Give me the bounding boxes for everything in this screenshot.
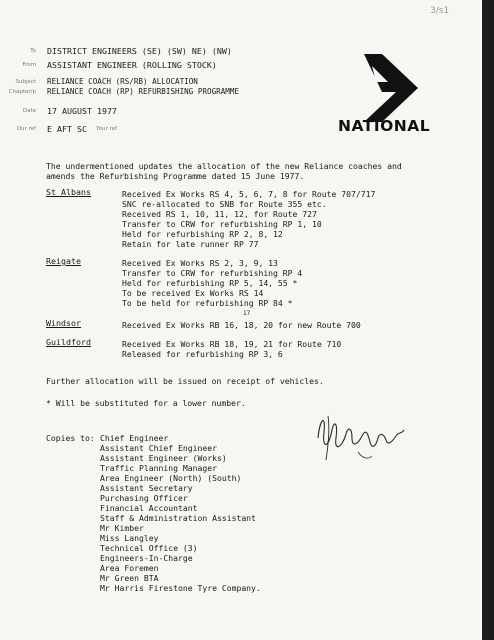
copies-item: Mr Green BTA xyxy=(100,573,159,583)
copies-item: Financial Accountant xyxy=(100,503,198,513)
file-stamp: 3/s1 xyxy=(430,6,450,16)
copies-item: Engineers-In-Charge xyxy=(100,553,193,563)
our-ref-label: Our ref xyxy=(16,126,36,132)
subject-label: Subject xyxy=(15,79,36,85)
copies-item: Traffic Planning Manager xyxy=(100,463,217,473)
copies-item: Chief Engineer xyxy=(100,433,169,443)
reigate-line: Received Ex Works RS 2, 3, 9, 13 xyxy=(122,258,278,268)
reigate-line: Transfer to CRW for refurbishing RP 4 xyxy=(122,268,303,278)
windsor-label: Windsor xyxy=(46,318,81,328)
copies-label: Copies to: xyxy=(46,433,95,443)
copies-item: Mr Harris Firestone Tyre Company. xyxy=(100,583,261,593)
windsor-line: Received Ex Works RB 16, 18, 20 for new Route 700 xyxy=(122,320,361,330)
to-value: DISTRICT ENGINEERS (SE) (SW) NE) (NW) xyxy=(47,46,232,56)
your-ref-label: Your ref xyxy=(96,126,117,132)
handwritten-signature xyxy=(312,408,408,464)
copies-item: Purchasing Officer xyxy=(100,493,188,503)
copies-item: Assistant Engineer (Works) xyxy=(100,453,227,463)
reigate-line: Held for refurbishing RP 5, 14, 55 * xyxy=(122,278,298,288)
intro-line-2: amends the Refurbishing Programme dated 15 June 1977. xyxy=(46,171,305,181)
st-albans-line: Held for refurbishing RP 2, 8, 12 xyxy=(122,229,283,239)
to-label: To xyxy=(30,48,36,54)
guildford-line: Received Ex Works RB 18, 19, 21 for Route 710 xyxy=(122,339,342,349)
from-label: From xyxy=(22,62,36,68)
from-value: ASSISTANT ENGINEER (ROLLING STOCK) xyxy=(47,60,217,70)
st-albans-label: St Albans xyxy=(46,187,91,197)
copies-item: Staff & Administration Assistant xyxy=(100,513,256,523)
copies-item: Miss Langley xyxy=(100,533,159,543)
copies-item: Technical Office (3) xyxy=(100,543,198,553)
our-ref-value: E AFT SC xyxy=(47,124,87,134)
copies-item: Mr Kimber xyxy=(100,523,144,533)
st-albans-line: Received RS 1, 10, 11, 12, for Route 727 xyxy=(122,209,317,219)
date-value: 17 AUGUST 1977 xyxy=(47,106,117,116)
copies-item: Area Engineer (North) (South) xyxy=(100,473,242,483)
further-allocation-note: Further allocation will be issued on receipt of vehicles. xyxy=(46,376,324,386)
copies-item: Area Foremen xyxy=(100,563,159,573)
intro-line-1: The undermentioned updates the allocation of the new Reliance coaches and xyxy=(46,161,402,171)
reigate-line: To be held for refurbishing RP 84 * xyxy=(122,298,293,308)
windsor-handwritten-insert: 17 xyxy=(243,310,251,317)
date-label: Date xyxy=(22,108,36,114)
st-albans-line: Transfer to CRW for refurbishing RP 1, 10 xyxy=(122,219,322,229)
st-albans-line: Retain for late runner RP 77 xyxy=(122,239,259,249)
guildford-line: Released for refurbishing RP 3, 6 xyxy=(122,349,283,359)
copies-item: Assistant Chief Engineer xyxy=(100,443,217,453)
chapter-label: Chapter/p xyxy=(8,89,36,95)
subject-line1: RELIANCE COACH (RS/RB) ALLOCATION xyxy=(47,77,198,86)
national-wordmark: NATIONAL xyxy=(338,117,431,135)
st-albans-line: SNC re-allocated to SNB for Route 355 etc. xyxy=(122,199,327,209)
reigate-label: Reigate xyxy=(46,256,81,266)
st-albans-line: Received Ex Works RS 4, 5, 6, 7, 8 for Route 707/717 xyxy=(122,189,376,199)
copies-item: Assistant Secretary xyxy=(100,483,193,493)
subject-line2: RELIANCE COACH (RP) REFURBISHING PROGRAMME xyxy=(47,87,240,96)
guildford-label: Guildford xyxy=(46,337,91,347)
reigate-line: To be received Ex Works RS 14 xyxy=(122,288,264,298)
footnote: * Will be substituted for a lower number. xyxy=(46,398,246,408)
